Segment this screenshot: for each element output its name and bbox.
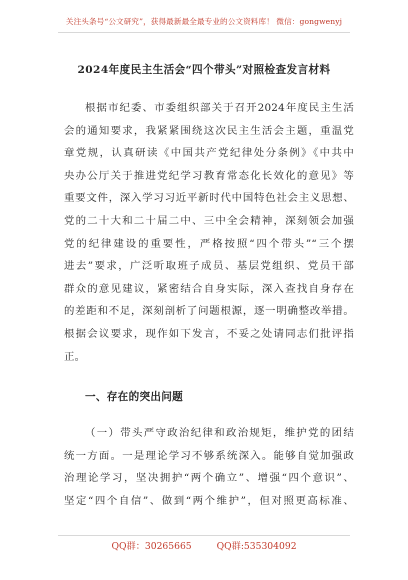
- paragraph-line: （一）带头严守政治纪律和政治规矩，维护党的团结: [85, 427, 354, 439]
- paragraph-line: 重要文件，深入学习习近平新时代中国特色社会主义思想、: [64, 192, 354, 205]
- paragraph-line: 进去”要求，广泛听取班子成员、基层党组织、党员干部: [64, 260, 354, 273]
- paragraph-line: 坚定“四个自信”、做到“两个维护”，但对照更高标准、: [64, 494, 354, 507]
- paragraph-line: 根据会议要求，现作如下发言，不妥之处请同志们批评指: [64, 327, 354, 340]
- paragraph-line: 治理论学习，坚决拥护“两个确立”、增强“四个意识”、: [64, 472, 354, 485]
- paragraph-line: 的差距和不足，深刻剖析了问题根源，逐一明确整改举措。: [64, 305, 354, 318]
- section-paragraph: [64, 422, 354, 512]
- section-heading: 一、存在的突出问题: [85, 391, 184, 403]
- paragraph-line: 章党规，认真研读《中国共产党纪律处分条例》《中共中: [64, 147, 354, 160]
- header-banner: 关注头条号“公文研究”，获得最新最全最专业的公文资料库！ 微信：gongwenyj: [65, 17, 343, 26]
- paragraph-line: 会的通知要求，我紧紧围绕这次民主生活会主题，重温党: [64, 124, 354, 137]
- intro-paragraph: [64, 97, 354, 368]
- footer-qq-group-left: QQ群：30265665: [111, 541, 192, 552]
- paragraph-line: 央办公厅关于推进党纪学习教育常态化长效化的意见》等: [64, 169, 354, 182]
- paragraph-line: 统一方面。一是理论学习不够系统深入。能够自觉加强政: [64, 449, 354, 462]
- paragraph-line: 正。: [64, 350, 86, 363]
- paragraph-line: 根据市纪委、市委组织部关于召开2024年度民主生活: [85, 102, 354, 114]
- document-title: 2024年度民主生活会“四个带头”对照检查发言材料: [77, 64, 331, 76]
- header-divider: [58, 32, 350, 33]
- paragraph-line: 群众的意见建议，紧密结合自身实际，深入查找自身存在: [64, 282, 354, 295]
- paragraph-line: 党的纪律建设的重要性，严格按照“四个带头”“三个摆: [64, 237, 354, 250]
- paragraph-line: 党的二十大和二十届二中、三中全会精神，深刻领会加强: [64, 214, 354, 227]
- footer: [0, 538, 408, 552]
- footer-divider: [58, 535, 350, 536]
- footer-qq-group-right: QQ群:535304092: [216, 541, 297, 552]
